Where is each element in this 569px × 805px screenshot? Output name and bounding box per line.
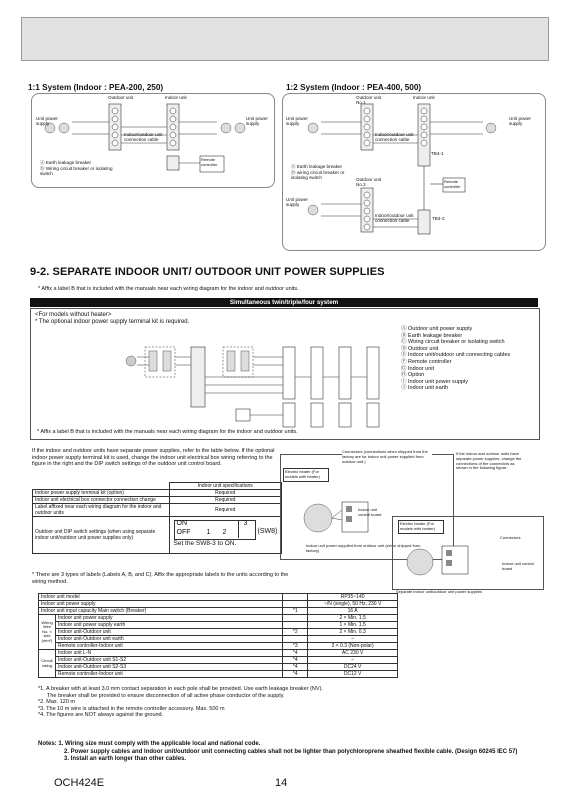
- footnote: *1. A breaker with at least 3.0 mm contact separation in each pole shall be provided. Use earth leakage breaker (NV).: [38, 686, 323, 692]
- wiring-cell: 2 × Min. 1.5: [308, 615, 398, 622]
- wiring-cell: Remote controller-Indoor unit: [56, 643, 283, 650]
- spec-label: Indoor power supply terminal kit (option): [33, 490, 170, 497]
- wiring-cell: 1 × Min. 1.5: [308, 622, 398, 629]
- table-row: [39, 601, 398, 608]
- spec-label: Label affixed near each wiring diagram for the indoor and outdoor units: [33, 504, 170, 517]
- table-row: [39, 664, 398, 671]
- wiring-group-label: Wiring Wire No. × size (mm²): [39, 615, 56, 650]
- dip-sw-label: (SW8): [257, 528, 278, 535]
- wiring-cell: Indoor unit-Outdoor unit: [56, 629, 283, 636]
- sys11-remote-label: Remote controller: [201, 157, 218, 167]
- sys11-power-right: Unit power supply: [246, 116, 268, 127]
- wiring-cell: –: [308, 636, 398, 643]
- wiring-cell: [283, 622, 308, 629]
- footnote: The breaker shall be provided to ensure disconnection of all active phase conductor of the supply.: [47, 692, 285, 699]
- page-number: 14: [275, 777, 288, 789]
- wiring-cell: RP35~140: [308, 594, 398, 601]
- wiring-cell: 2 × Min. 0.3: [308, 629, 398, 636]
- sys11-indoor-label: Indoor unit: [165, 95, 187, 100]
- note-2: 2. Power supply cables and Indoor unit/outdoor unit connecting cables shall not be lighter than polychloroprene sheathed flexible cable. (Design 60245 IEC 57): [64, 748, 518, 755]
- table-row: [39, 608, 398, 615]
- wiring-cell: [283, 601, 308, 608]
- wiring-cell: Indoor unit-Outdoor unit S2-S3: [56, 664, 283, 671]
- sys11-legend-a: Ⓐ Earth leakage breaker: [40, 160, 92, 165]
- doc-code: OCH424E: [54, 777, 105, 789]
- sys12-power-2: Unit power supply: [286, 197, 308, 208]
- wiring-cell: Indoor unit-Outdoor unit S1-S2: [56, 657, 283, 664]
- spec-label: Outdoor unit DIP switch settings (when using separate indoor unit/outdoor unit power supplies only): [33, 517, 170, 554]
- dip-3: 3: [243, 520, 248, 527]
- wiring-cell: Indoor unit L-N: [56, 650, 283, 657]
- wiring-cell: Remote controller-Indoor unit: [56, 671, 283, 678]
- spec-table: [32, 482, 282, 554]
- spec-value: Required: [169, 504, 282, 517]
- legend-item: Ⓔ Indoor unit/outdoor unit connecting cables: [401, 352, 511, 359]
- footnotes: [38, 686, 538, 719]
- table-row: [33, 517, 282, 554]
- sys12-outdoor1-label: Outdoor unit No.1: [356, 95, 382, 106]
- table-row: [39, 615, 398, 622]
- note-1: Notes: 1. Wiring size must comply with the applicable local and national code.: [38, 741, 261, 747]
- legend-item: Ⓕ Remote controller: [401, 358, 452, 365]
- header-bar: [21, 17, 549, 61]
- wiring-cell: DC12 V: [308, 671, 398, 678]
- notes: [38, 741, 538, 764]
- note-3: 3. Install an earth longer than other cables.: [64, 756, 187, 762]
- legend-item: Ⓘ Indoor unit power supply: [401, 378, 468, 385]
- wiring-cell: ~/N (single), 50 Hz, 230 V: [308, 601, 398, 608]
- wiring-cell: Indoor unit-Outdoor unit earth: [56, 636, 283, 643]
- wiring-cell: *4: [283, 657, 308, 664]
- legend-item: Ⓙ Indoor unit earth: [401, 385, 449, 392]
- legend-item: Ⓓ Outdoor unit: [401, 345, 439, 352]
- spec-value: Required: [169, 497, 282, 504]
- spec-value: Required: [169, 490, 282, 497]
- sys12-indoor-label: Indoor unit: [413, 95, 435, 100]
- table-row: [39, 643, 398, 650]
- footnote: *2. Max. 120 m: [38, 699, 75, 706]
- connector-figure: [280, 446, 545, 594]
- wiring-cell: *4: [283, 664, 308, 671]
- sys12-power-right: Unit power supply: [509, 116, 531, 127]
- sys12-tb41: TB4-1: [431, 151, 444, 156]
- twin-wiring-svg: [111, 337, 406, 433]
- caption-1: Indoor unit power supplied from outdoor unit (when shipped from factory): [306, 543, 421, 553]
- dip-1: 1: [206, 529, 211, 536]
- wiring-cell: Indoor unit power supply: [56, 615, 283, 622]
- sys11-diagram: [31, 93, 275, 188]
- sys11-cable-label: Indoor/outdoor unit connection cable: [124, 132, 163, 143]
- footnote: *3. The 10 m wire is attached in the remote controller accessory. Max. 500 m: [38, 705, 225, 712]
- sys12-remote-label: Remote controller: [444, 179, 461, 189]
- connectors-label: Connectors: [500, 535, 521, 540]
- table-row: [39, 629, 398, 636]
- wiring-cell: 2 × 0.3 (Non-polar): [308, 643, 398, 650]
- wiring-cell: [283, 636, 308, 643]
- section-intro: * Affix a label B that is included with the manuals near each wiring diagram for the indoor and outdoor units.: [38, 286, 299, 292]
- legend-item: Ⓗ Option: [401, 372, 425, 379]
- side-note: If the indoor and outdoor units have separate power supplies, change the connections of the connectors as shown in the following figure.: [456, 451, 522, 471]
- wiring-cell: 16 A: [308, 608, 398, 615]
- sys12-legend-b: Ⓑ wiring circuit breaker or isolating switch: [291, 170, 345, 181]
- sys12-legend-a: Ⓐ Earth leakage breaker: [291, 164, 343, 169]
- circuit-group-label: Circuit rating: [39, 650, 56, 678]
- dip-on: ON: [176, 520, 187, 527]
- table-row: [39, 650, 398, 657]
- caption-2: Separate indoor unit/outdoor unit power supplies: [396, 589, 483, 594]
- dip-set-note: Set the SW8-3 to ON.: [173, 540, 237, 547]
- dip-switch-cell: [169, 517, 282, 554]
- wiring-cell: Indoor unit power supply earth: [56, 622, 283, 629]
- table-row: [39, 594, 398, 601]
- table-row: [39, 671, 398, 678]
- legend-item: Ⓐ Outdoor unit power supply: [401, 326, 473, 332]
- wiring-cell: Indoor unit model: [39, 594, 283, 601]
- footnote: *4. The figures are NOT always against the ground.: [38, 712, 164, 719]
- sys11-legend-b: Ⓑ Wiring circuit breaker or isolating switch: [40, 166, 113, 177]
- without-heater-box: [30, 308, 540, 440]
- sys12-diagram: [282, 93, 546, 251]
- system-banner: Simultaneous twin/triple/four system: [30, 298, 538, 307]
- wiring-cell: –: [308, 657, 398, 664]
- sys12-outdoor2-label: Outdoor unit No.2: [356, 177, 382, 188]
- wiring-table: [38, 593, 398, 678]
- labels-note: * There are 3 types of labels (Labels A, B, and C). Affix the appropriate labels to the units according to the wiring method.: [32, 572, 289, 585]
- legend-item: Ⓒ Wiring circuit breaker or isolating switch: [401, 339, 505, 346]
- connectors-note: Connectors (connections when shipped from the factory are for indoor unit power supplied from outdoor unit.): [342, 450, 432, 464]
- sys12-power-1: Unit power supply: [286, 116, 308, 127]
- wiring-cell: *3: [283, 643, 308, 650]
- wiring-cell: *4: [283, 650, 308, 657]
- dip-off: OFF: [176, 529, 191, 536]
- table-row: [39, 657, 398, 664]
- board-label-1: Indoor unit control board: [358, 507, 382, 517]
- sys11-outdoor-label: Outdoor unit: [108, 95, 134, 100]
- sys12-cable-label-2: Indoor/outdoor unit connection cable: [375, 213, 414, 224]
- legend-list: [401, 326, 537, 392]
- wiring-cell: Indoor unit input capacity Main switch (Breaker): [39, 608, 283, 615]
- separate-supply-paragraph: If the indoor and outdoor units have separate power supplies, refer to the table below. If the optional indoor power supply terminal kit is used, change the indoor unit electrical box wiring referring to the figure in the right and the DIP switch settings of the outdoor unit control board.: [32, 448, 275, 468]
- dip-2: 2: [222, 529, 227, 536]
- table-row: [33, 490, 282, 497]
- sys11-title: 1:1 System (Indoor : PEA-200, 250): [28, 83, 164, 92]
- sys12-tb42: TB4-2: [432, 216, 445, 221]
- wiring-cell: [283, 594, 308, 601]
- wiring-cell: [283, 615, 308, 622]
- wiring-cell: Indoor unit power supply: [39, 601, 283, 608]
- dip-switch: [174, 520, 256, 540]
- table-row: [33, 504, 282, 517]
- wiring-cell: AC 230 V: [308, 650, 398, 657]
- table-row: [39, 636, 398, 643]
- affix-note: * Affix a label B that is included with the manuals near each wiring diagram for the indoor and outdoor units.: [37, 429, 298, 435]
- table-row: [39, 622, 398, 629]
- board-wiring-svg-2: [398, 542, 508, 586]
- table-row: [33, 497, 282, 504]
- wiring-cell: *1: [283, 608, 308, 615]
- heater-box-2: Electric heater (For models with heater): [398, 520, 444, 534]
- sys12-title: 1:2 System (Indoor : PEA-400, 500): [286, 83, 422, 92]
- section-heading: 9-2. SEPARATE INDOOR UNIT/ OUTDOOR UNIT POWER SUPPLIES: [30, 266, 385, 278]
- legend-item: Ⓑ Earth leakage breaker: [401, 332, 463, 339]
- legend-item: Ⓖ Indoor unit: [401, 365, 435, 372]
- board-label-2: Indoor unit control board: [502, 561, 535, 571]
- sys12-cable-label-1: Indoor/outdoor unit connection cable: [375, 132, 414, 143]
- spec-label: Indoor unit electrical box connector connection change: [33, 497, 170, 504]
- wiring-cell: DC24 V: [308, 664, 398, 671]
- models-without-heater: <For models without heater>: [35, 312, 112, 318]
- heater-box-1: Electric heater (For models with heater): [283, 468, 329, 482]
- dip-3-box: [238, 521, 253, 538]
- optional-terminal-note: * The optional indoor power supply terminal kit is required.: [35, 319, 190, 325]
- spec-table-corner: [33, 483, 170, 490]
- wiring-cell: *2: [283, 629, 308, 636]
- sys11-power-left: Unit power supply: [36, 116, 58, 127]
- wiring-cell: *4: [283, 671, 308, 678]
- spec-table-header: Indoor unit specifications: [169, 483, 282, 490]
- board-wiring-svg-1: [288, 496, 398, 544]
